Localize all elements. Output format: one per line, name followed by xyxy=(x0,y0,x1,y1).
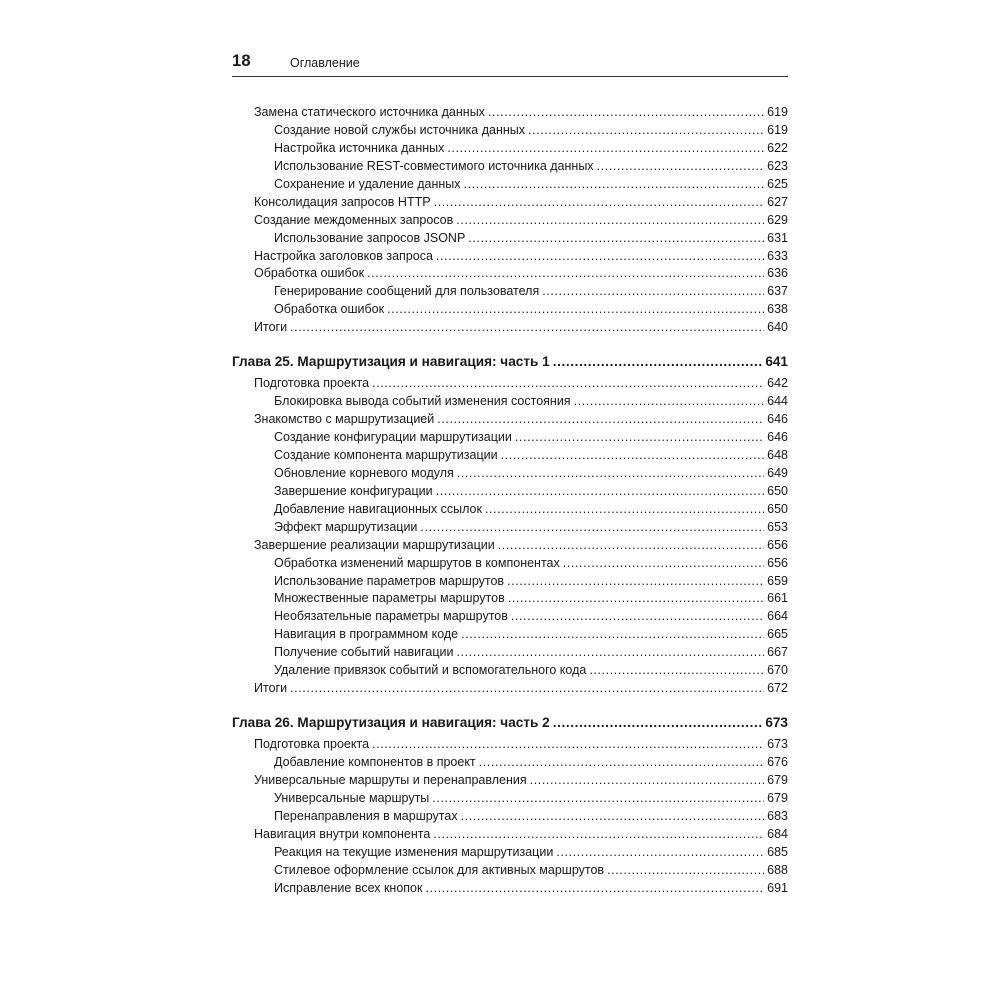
toc-entry-page: 659 xyxy=(767,573,788,588)
toc-entry xyxy=(232,844,788,862)
toc-entry xyxy=(232,176,788,194)
toc-entry-page: 683 xyxy=(767,808,788,823)
toc-entry xyxy=(232,393,788,411)
toc-entry xyxy=(232,158,788,176)
toc-entry-page: 649 xyxy=(767,465,788,480)
dot-leader xyxy=(511,608,764,626)
toc-chapter xyxy=(232,712,788,734)
dot-leader xyxy=(432,790,764,808)
toc-entry-page: 679 xyxy=(767,772,788,787)
toc-entry-title: Подготовка проекта xyxy=(254,737,370,752)
dot-leader xyxy=(553,712,763,734)
toc-entry-page: 648 xyxy=(767,447,788,462)
toc-entry xyxy=(232,501,788,519)
toc-entry-title: Подготовка проекта xyxy=(254,376,370,391)
toc-entry xyxy=(232,465,788,483)
dot-leader xyxy=(528,122,764,140)
toc-entry-page: 627 xyxy=(767,194,788,209)
toc-entry-title: Необязательные параметры маршрутов xyxy=(274,609,508,624)
dot-leader xyxy=(387,301,764,319)
dot-leader xyxy=(425,880,764,898)
toc-entry-page: 633 xyxy=(767,248,788,263)
toc-entry-page: 650 xyxy=(767,501,788,516)
toc-entry-page: 670 xyxy=(767,663,788,678)
toc-entry xyxy=(232,880,788,898)
toc-entry xyxy=(232,608,788,626)
toc-entry xyxy=(232,122,788,140)
toc-entry-page: 629 xyxy=(767,212,788,227)
toc-entry-title: Использование запросов JSONP xyxy=(274,230,466,245)
toc-entry-page: 619 xyxy=(767,122,788,137)
dot-leader xyxy=(574,393,765,411)
toc-entry-page: 673 xyxy=(765,715,788,731)
page-number: 18 xyxy=(232,52,251,70)
toc-entry-page: 637 xyxy=(767,284,788,299)
toc-entry-title: Завершение конфигурации xyxy=(274,483,433,498)
dot-leader xyxy=(542,283,764,301)
toc-entry-page: 641 xyxy=(765,354,788,370)
dot-leader xyxy=(589,662,764,680)
toc-entry xyxy=(232,555,788,573)
toc-entry-page: 691 xyxy=(767,880,788,895)
dot-leader xyxy=(461,626,764,644)
toc-entry xyxy=(232,265,788,283)
toc-entry-title: Знакомство с маршрутизацией xyxy=(254,412,435,427)
toc-entry xyxy=(232,790,788,808)
toc-entry xyxy=(232,519,788,537)
toc-entry xyxy=(232,230,788,248)
toc-entry-title: Добавление навигационных ссылок xyxy=(274,501,482,516)
dot-leader xyxy=(461,808,765,826)
toc-entry xyxy=(232,248,788,266)
toc-entry-page: 650 xyxy=(767,483,788,498)
toc-entry-title: Настройка заголовков запроса xyxy=(254,248,433,263)
toc-entry-page: 623 xyxy=(767,158,788,173)
dot-leader xyxy=(456,212,764,230)
dot-leader xyxy=(447,140,764,158)
toc-entry-page: 625 xyxy=(767,176,788,191)
toc-entry-page: 646 xyxy=(767,412,788,427)
toc-entry xyxy=(232,590,788,608)
dot-leader xyxy=(437,411,764,429)
toc-entry-title: Универсальные маршруты xyxy=(274,790,430,805)
dot-leader xyxy=(372,736,764,754)
toc-entry-page: 646 xyxy=(767,430,788,444)
dot-leader xyxy=(436,248,764,266)
toc-entry-page: 656 xyxy=(767,555,788,570)
toc-entry-title: Создание новой службы источника данных xyxy=(274,122,526,137)
toc-entry-title: Обработка ошибок xyxy=(254,266,365,281)
dot-leader xyxy=(488,104,764,122)
toc-entry-title: Универсальные маршруты и перенаправления xyxy=(254,772,527,787)
toc-entry xyxy=(232,194,788,212)
toc-entry xyxy=(232,483,788,501)
toc-entry xyxy=(232,140,788,158)
toc-entry-page: 640 xyxy=(767,320,788,335)
toc-entry xyxy=(232,411,788,429)
toc-entry-title: Блокировка вывода событий изменения состояния xyxy=(274,394,571,409)
dot-leader xyxy=(479,754,764,772)
dot-leader xyxy=(468,230,764,248)
toc-entry-title: Итоги xyxy=(254,681,288,696)
toc-entry-page: 642 xyxy=(767,376,788,391)
toc-entry-title: Настройка источника данных xyxy=(274,140,445,155)
dot-leader xyxy=(434,194,765,212)
toc-entry-page: 644 xyxy=(767,394,788,409)
toc-entry-page: 656 xyxy=(767,537,788,552)
dot-leader xyxy=(457,465,764,483)
toc-entry-page: 679 xyxy=(767,790,788,805)
toc-entry-title: Замена статического источника данных xyxy=(254,105,485,119)
toc-entry-title: Консолидация запросов HTTP xyxy=(254,194,431,209)
toc-entry-page: 684 xyxy=(767,826,788,841)
dot-leader xyxy=(456,644,764,662)
toc-entry xyxy=(232,283,788,301)
toc-entry xyxy=(232,680,788,698)
toc-chapter xyxy=(232,351,788,373)
toc-entry-title: Множественные параметры маршрутов xyxy=(274,591,505,606)
toc-entry-page: 653 xyxy=(767,519,788,534)
dot-leader xyxy=(433,826,764,844)
toc-entry xyxy=(232,808,788,826)
toc-entry xyxy=(232,319,788,337)
toc-entry xyxy=(232,429,788,447)
toc-entry-page: 673 xyxy=(767,737,788,752)
toc-entry-page: 676 xyxy=(767,755,788,769)
toc-entry-page: 661 xyxy=(767,591,788,606)
dot-leader xyxy=(556,844,764,862)
toc-entry-title: Стилевое оформление ссылок для активных маршрутов xyxy=(274,862,605,877)
toc-entry-page: 685 xyxy=(767,844,788,859)
toc-entry-page: 672 xyxy=(767,681,788,696)
dot-leader xyxy=(530,772,765,790)
dot-leader xyxy=(372,375,764,393)
dot-leader xyxy=(367,265,764,283)
toc-entry xyxy=(232,301,788,319)
dot-leader xyxy=(464,176,765,194)
toc-entry-page: 688 xyxy=(767,862,788,877)
toc-entry xyxy=(232,537,788,555)
dot-leader xyxy=(563,555,764,573)
toc-entry-title: Обновление корневого модуля xyxy=(274,465,454,480)
toc-entry xyxy=(232,826,788,844)
dot-leader xyxy=(501,447,765,465)
dot-leader xyxy=(420,519,764,537)
toc-entry-title: Глава 25. Маршрутизация и навигация: часть 1 xyxy=(232,354,550,370)
dot-leader xyxy=(290,319,764,337)
toc-entry-page: 638 xyxy=(767,302,788,317)
toc-entry-page: 619 xyxy=(767,105,788,119)
toc-entry-page: 664 xyxy=(767,609,788,624)
dot-leader xyxy=(507,573,764,591)
toc-entry-title: Добавление компонентов в проект xyxy=(274,755,476,769)
toc-entry xyxy=(232,772,788,790)
dot-leader xyxy=(508,590,764,608)
toc-entry-title: Использование REST-совместимого источника данных xyxy=(274,158,594,173)
toc-entry xyxy=(232,573,788,591)
dot-leader xyxy=(498,537,764,555)
toc-entry-title: Использование параметров маршрутов xyxy=(274,573,505,588)
toc-entry xyxy=(232,212,788,230)
toc-entry-title: Исправление всех кнопок xyxy=(274,880,423,895)
toc-entry-page: 667 xyxy=(767,645,788,660)
toc-entry-page: 622 xyxy=(767,140,788,155)
toc-entry-title: Навигация внутри компонента xyxy=(254,826,431,841)
dot-leader xyxy=(515,429,764,447)
dot-leader xyxy=(607,862,764,880)
page-header xyxy=(232,52,788,77)
dot-leader xyxy=(597,158,765,176)
toc-entry xyxy=(232,644,788,662)
dot-leader xyxy=(485,501,764,519)
toc-entry-title: Удаление привязок событий и вспомогательного кода xyxy=(274,663,587,678)
toc-entry-title: Реакция на текущие изменения маршрутизации xyxy=(274,844,554,859)
toc-entry-title: Глава 26. Маршрутизация и навигация: часть 2 xyxy=(232,715,550,731)
toc-entry-title: Создание компонента маршрутизации xyxy=(274,447,498,462)
toc-entry-title: Эффект маршрутизации xyxy=(274,519,418,534)
dot-leader xyxy=(290,680,764,698)
toc-entry-title: Генерирование сообщений для пользователя xyxy=(274,284,540,299)
toc-entry xyxy=(232,104,788,122)
toc-entry-title: Создание междоменных запросов xyxy=(254,212,454,227)
dot-leader xyxy=(553,351,763,373)
dot-leader xyxy=(436,483,765,501)
toc-entry xyxy=(232,754,788,772)
running-title: Оглавление xyxy=(290,56,360,70)
toc-entry-title: Перенаправления в маршрутах xyxy=(274,808,458,823)
toc-entry-title: Получение событий навигации xyxy=(274,645,454,660)
toc-entry-title: Навигация в программном коде xyxy=(274,627,459,642)
toc-entry-title: Завершение реализации маршрутизации xyxy=(254,537,495,552)
toc-entry-page: 665 xyxy=(767,627,788,642)
toc-entry-title: Итоги xyxy=(254,320,288,335)
toc-entry xyxy=(232,862,788,880)
table-of-contents xyxy=(232,104,788,898)
toc-entry-title: Сохранение и удаление данных xyxy=(274,176,461,191)
toc-entry xyxy=(232,626,788,644)
toc-entry-page: 631 xyxy=(767,230,788,245)
toc-entry xyxy=(232,447,788,465)
toc-entry-title: Обработка ошибок xyxy=(274,302,385,317)
toc-entry xyxy=(232,736,788,754)
toc-entry-title: Создание конфигурации маршрутизации xyxy=(274,430,512,444)
toc-entry-page: 636 xyxy=(767,266,788,281)
toc-entry-title: Обработка изменений маршрутов в компонентах xyxy=(274,555,560,570)
toc-entry xyxy=(232,662,788,680)
toc-entry xyxy=(232,375,788,393)
